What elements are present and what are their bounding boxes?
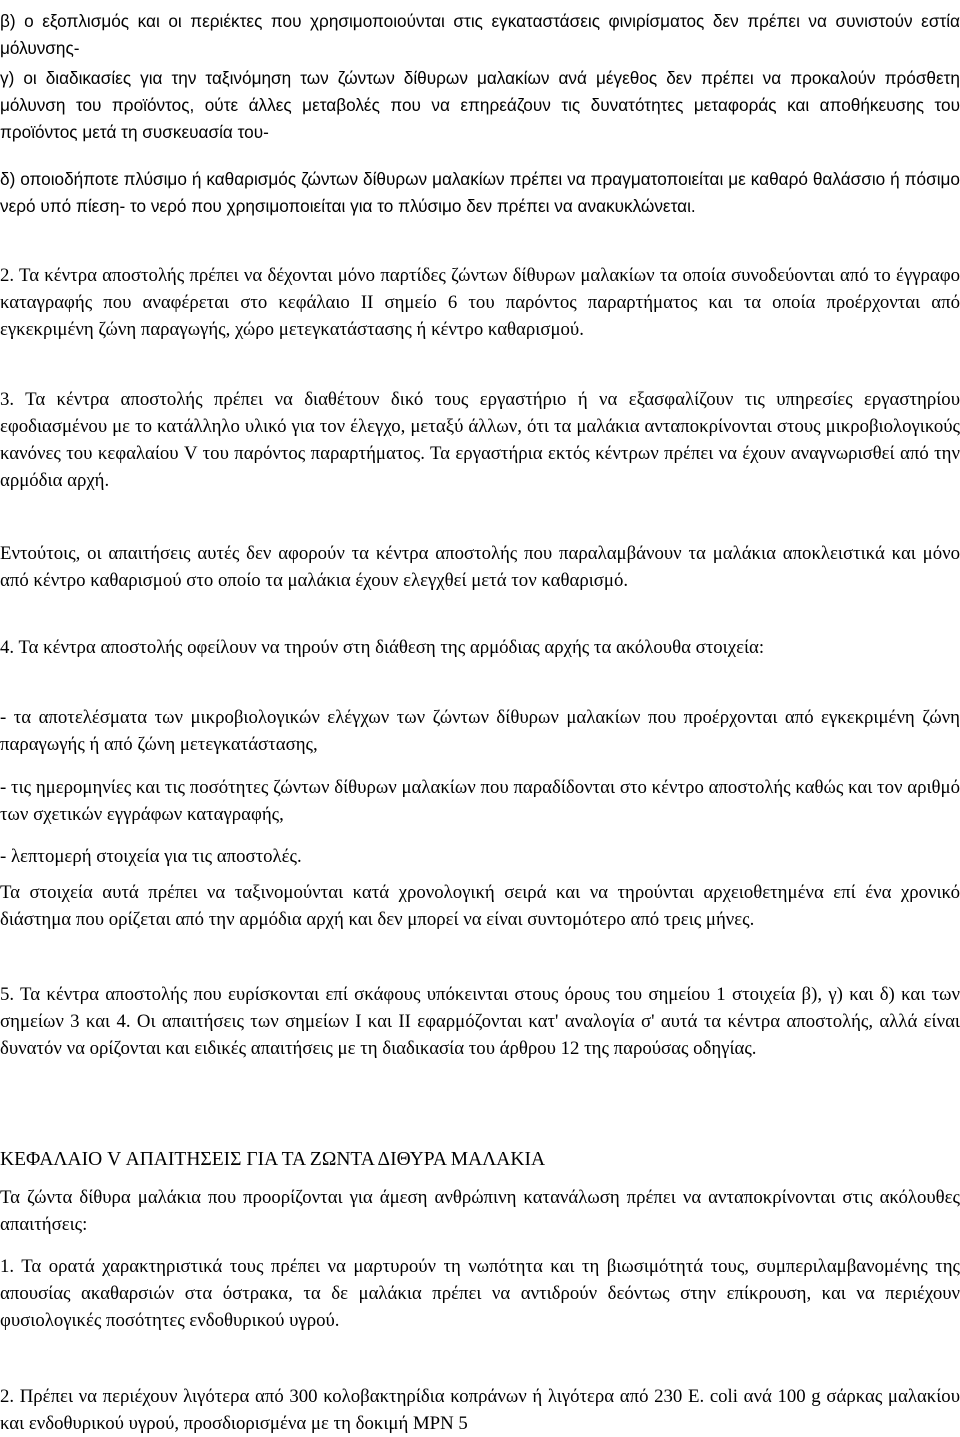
paragraph-req-2: 2. Πρέπει να περιέχουν λιγότερα από 300 κολοβακτηρίδια κοπράνων ή λιγότερα από 230 E. coli ανά 100 g σάρκας μαλακίου και ενδοθυρικού υγρού, προσδιορισμένα με τη δοκιμή MPN 5 <box>0 1386 960 1434</box>
list-item-details: - λεπτομερή στοιχεία για τις αποστολές. <box>0 846 302 867</box>
paragraph-item-b: β) ο εξοπλισμός και οι περιέκτες που χρησιμοποιούνται στις εγκαταστάσεις φινιρίσματος δεν πρέπει να συνιστούν εστία μόλυνσης- <box>0 11 960 58</box>
paragraph-req-1: 1. Τα ορατά χαρακτηριστικά τους πρέπει να μαρτυρούν τη νωπότητα και τη βιωσιμότητά τους, συμπεριλαμβανομένης της απουσίας ακαθαρσιών στα όστρακα, τα δε μαλάκια πρέπει να αντιδρούν δεόντως στην επίκρουση, και να περιέχουν φυσιολογικές ποσότητες ενδοθυρικού υγρού. <box>0 1256 960 1331</box>
paragraph-point-3: 3. Τα κέντρα αποστολής πρέπει να διαθέτουν δικό τους εργαστήριο ή να εξασφαλίζουν τις υπηρεσίες εργαστηρίου εφοδιασμένου με το κατάλληλο υλικό για τον έλεγχο, μεταξύ άλλων, ότι τα μαλάκια ανταποκρίνονται στους μικροβιολογικούς κανόνες του κεφαλαίου V του παρόντος παραρτήματος. Τα εργαστήρια εκτός κέντρων πρέπει να έχουν αναγνωρισθεί από την αρμόδια αρχή. <box>0 389 960 491</box>
paragraph-item-c: γ) οι διαδικασίες για την ταξινόμηση των ζώντων δίθυρων μαλακίων ανά μέγεθος δεν πρέπει να προκαλούν πρόσθετη μόλυνση του προϊόντος, ούτε άλλες μεταβολές που να επηρεάζουν τις δυνατότητες μεταφοράς και αποθήκευσης του προϊόντος μετά τη συσκευασία του- <box>0 68 960 142</box>
paragraph-intro: Τα ζώντα δίθυρα μαλάκια που προορίζονται για άμεση ανθρώπινη κατανάλωση πρέπει να ανταποκρίνονται στις ακόλουθες απαιτήσεις: <box>0 1187 960 1235</box>
list-item-dates: - τις ημερομηνίες και τις ποσότητες ζώντων δίθυρων μαλακίων που παραδίδονται στο κέντρο αποστολής καθώς και τον αριθμό των σχετικών εγγράφων καταγραφής, <box>0 777 960 825</box>
paragraph-point-4: 4. Τα κέντρα αποστολής οφείλουν να τηρούν στη διάθεση της αρμόδιας αρχής τα ακόλουθα στοιχεία: <box>0 637 765 658</box>
paragraph-exception: Εντούτοις, οι απαιτήσεις αυτές δεν αφορούν τα κέντρα αποστολής που παραλαμβάνουν τα μαλάκια αποκλειστικά και μόνο από κέντρο καθαρισμού στο οποίο τα μαλάκια έχουν ελεγχθεί μετά τον καθαρισμό. <box>0 543 960 591</box>
paragraph-point-5: 5. Τα κέντρα αποστολής που ευρίσκονται επί σκάφους υπόκεινται στους όρους του σημείου 1 στοιχεία β), γ) και δ) και των σημείων 3 και 4. Οι απαιτήσεις των σημείων Ι και ΙΙ εφαρμόζονται κατ' αναλογία σ' αυτά τα κέντρα αποστολής, αλλά είναι δυνατόν να ορίζονται και ειδικές απαιτήσεις με τη διαδικασία του άρθρου 12 της παρούσας οδηγίας. <box>0 984 960 1059</box>
paragraph-item-d: δ) οποιοδήποτε πλύσιμο ή καθαρισμός ζώντων δίθυρων μαλακίων πρέπει να πραγματοποιείται με καθαρό θαλάσσιο ή πόσιμο νερό υπό πίεση- το νερό που χρησιμοποιείται για το πλύσιμο δεν πρέπει να ανακυκλώνεται. <box>0 169 960 216</box>
chapter-heading: ΚΕΦΑΛΑΙΟ V ΑΠΑΙΤΗΣΕΙΣ ΓΙΑ ΤΑ ΖΩΝΤΑ ΔΙΘΥΡΑ ΜΑΛΑΚΙΑ <box>0 1149 546 1170</box>
list-item-results: - τα αποτελέσματα των μικροβιολογικών ελέγχων των ζώντων δίθυρων μαλακίων που προέρχονται από εγκεκριμένη ζώνη παραγωγής ή από ζώνη μετεγκατάστασης, <box>0 707 960 755</box>
paragraph-point-2: 2. Τα κέντρα αποστολής πρέπει να δέχονται μόνο παρτίδες ζώντων δίθυρων μαλακίων τα οποία συνοδεύονται από το έγγραφο καταγραφής που αναφέρεται στο κεφάλαιο ΙΙ σημείο 6 του παρόντος παραρτήματος και τα οποία προέρχονται από εγκεκριμένη ζώνη παραγωγής, χώρο μετεγκατάστασης ή κέντρο καθαρισμού. <box>0 265 960 340</box>
paragraph-records: Τα στοιχεία αυτά πρέπει να ταξινομούνται κατά χρονολογική σειρά και να τηρούνται αρχειοθετημένα επί ένα χρονικό διάστημα που ορίζεται από την αρμόδια αρχή και δεν μπορεί να είναι συντομότερο από τρεις μήνες. <box>0 882 960 930</box>
